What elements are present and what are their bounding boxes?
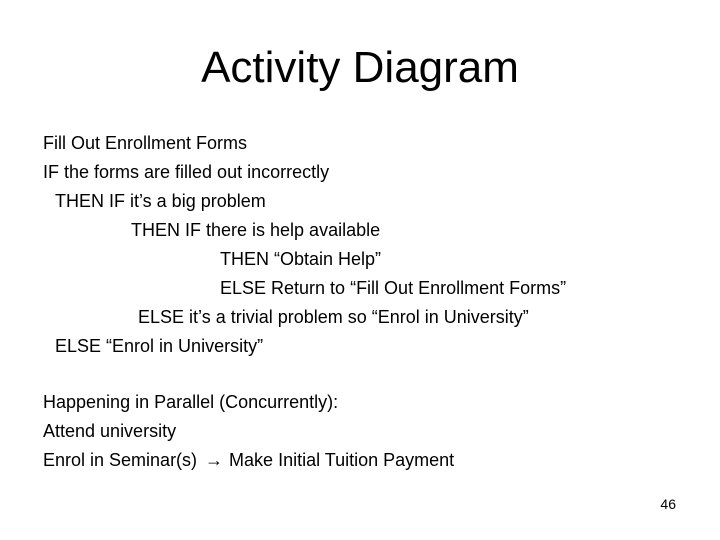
seminar-enrol-text: Enrol in Seminar(s) [43, 450, 198, 470]
parallel-line-seminar-payment [43, 448, 454, 472]
page-number: 46 [660, 496, 676, 512]
parallel-heading: Happening in Parallel (Concurrently): [43, 392, 339, 412]
slide-title: Activity Diagram [201, 43, 519, 92]
tuition-payment-text: Make Initial Tuition Payment [229, 450, 455, 470]
logic-line-trivial-problem: ELSE it’s a trivial problem so “Enrol in University” [138, 307, 529, 327]
logic-line-return-to-forms: ELSE Return to “Fill Out Enrollment Forms” [220, 278, 567, 298]
logic-line-fill-out-forms: Fill Out Enrollment Forms [43, 133, 248, 153]
right-arrow-icon: → [205, 450, 224, 470]
logic-line-obtain-help: THEN “Obtain Help” [220, 249, 382, 269]
logic-line-if-incorrect: IF the forms are filled out incorrectly [43, 162, 330, 182]
logic-line-else-enrol: ELSE “Enrol in University” [55, 336, 264, 356]
parallel-line-attend-university: Attend university [43, 421, 177, 441]
logic-line-then-big-problem: THEN IF it’s a big problem [55, 191, 266, 211]
logic-line-then-help-available: THEN IF there is help available [131, 220, 381, 240]
